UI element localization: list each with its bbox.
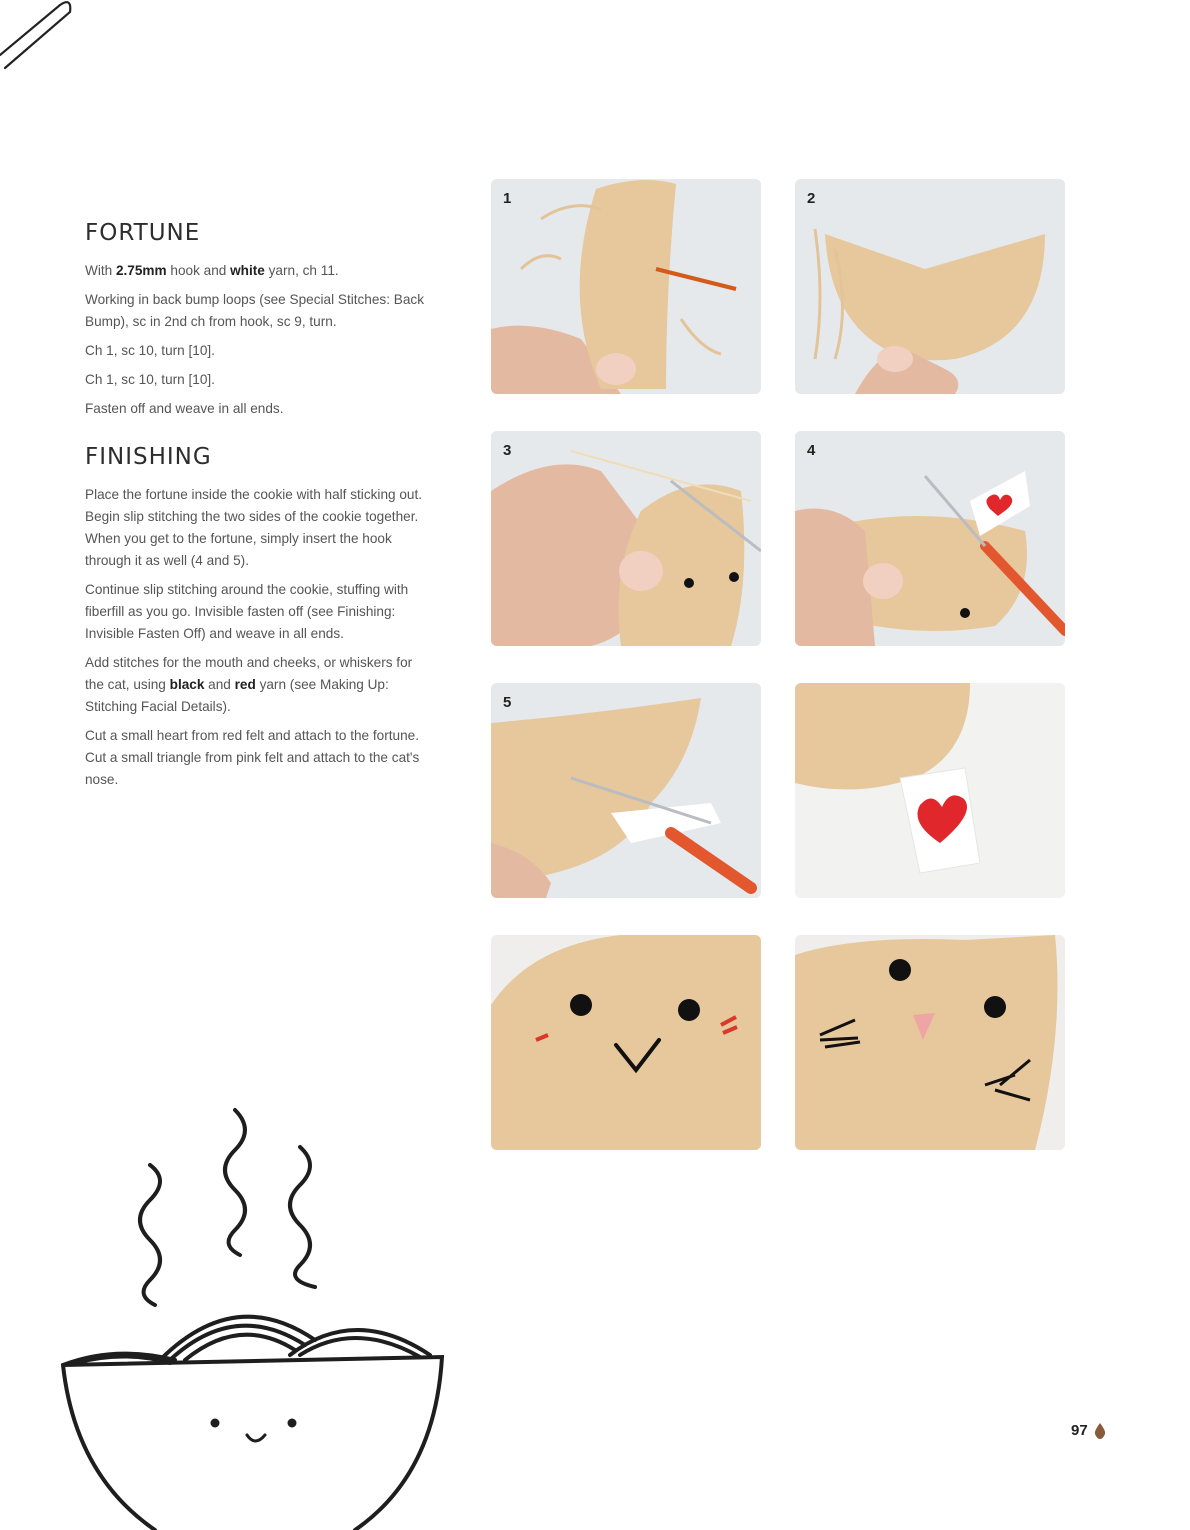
corner-decoration xyxy=(0,0,80,70)
photo-illustration xyxy=(795,431,1065,646)
fortune-step-1: With 2.75mm hook and white yarn, ch 11. xyxy=(85,263,339,278)
photo-illustration xyxy=(491,179,761,394)
finishing-step-1: Place the fortune inside the cookie with half sticking out. Begin slip stitching the two sides of the cookie together. When you get to the fortune, simply insert the hook through it as well (4 and 5). xyxy=(85,487,423,568)
finishing-step-4: Cut a small heart from red felt and attach to the fortune. Cut a small triangle from pink felt and attach to the cat's nose. xyxy=(85,728,420,787)
step-number: 2 xyxy=(807,190,816,207)
fortune-step-2: Working in back bump loops (see Special Stitches: Back Bump), sc in 2nd ch from hook, sc 9, turn. xyxy=(85,292,425,329)
step-number: 5 xyxy=(503,694,512,711)
finishing-section xyxy=(85,444,430,791)
instructions-column xyxy=(85,220,430,798)
section-heading-finishing: FINISHING xyxy=(85,444,212,470)
ramen-bowl-doodle xyxy=(55,1105,455,1530)
photo-illustration xyxy=(491,935,761,1150)
fortune-step-3: Ch 1, sc 10, turn [10]. xyxy=(85,343,215,358)
cat-face-photo xyxy=(795,935,1065,1150)
photo-illustration xyxy=(491,683,761,898)
step-number: 1 xyxy=(503,190,512,207)
finishing-step-2: Continue slip stitching around the cookie, stuffing with fiberfill as you go. Invisible fasten off (see Finishing: Invisible Fasten Off) and weave in all ends. xyxy=(85,582,409,641)
photo-grid xyxy=(491,179,1065,1150)
step-photo-1 xyxy=(491,179,761,394)
section-heading-fortune: FORTUNE xyxy=(85,220,201,246)
photo-illustration xyxy=(795,683,1065,898)
photo-illustration xyxy=(491,431,761,646)
page-number: 97 xyxy=(1071,1422,1088,1439)
fortune-step-4: Ch 1, sc 10, turn [10]. xyxy=(85,372,215,387)
photo-illustration xyxy=(795,935,1065,1150)
fortune-section xyxy=(85,220,430,420)
fortune-heart-photo xyxy=(795,683,1065,898)
cookie-face-photo xyxy=(491,935,761,1150)
step-photo-4 xyxy=(795,431,1065,646)
step-photo-5 xyxy=(491,683,761,898)
droplet-icon xyxy=(1094,1423,1106,1439)
step-number: 3 xyxy=(503,442,512,459)
fortune-step-5: Fasten off and weave in all ends. xyxy=(85,401,284,416)
step-photo-2 xyxy=(795,179,1065,394)
step-photo-3 xyxy=(491,431,761,646)
finishing-step-3: Add stitches for the mouth and cheeks, or whiskers for the cat, using black and red yarn (see Making Up: Stitching Facial Details). xyxy=(85,655,413,714)
step-number: 4 xyxy=(807,442,816,459)
photo-illustration xyxy=(795,179,1065,394)
